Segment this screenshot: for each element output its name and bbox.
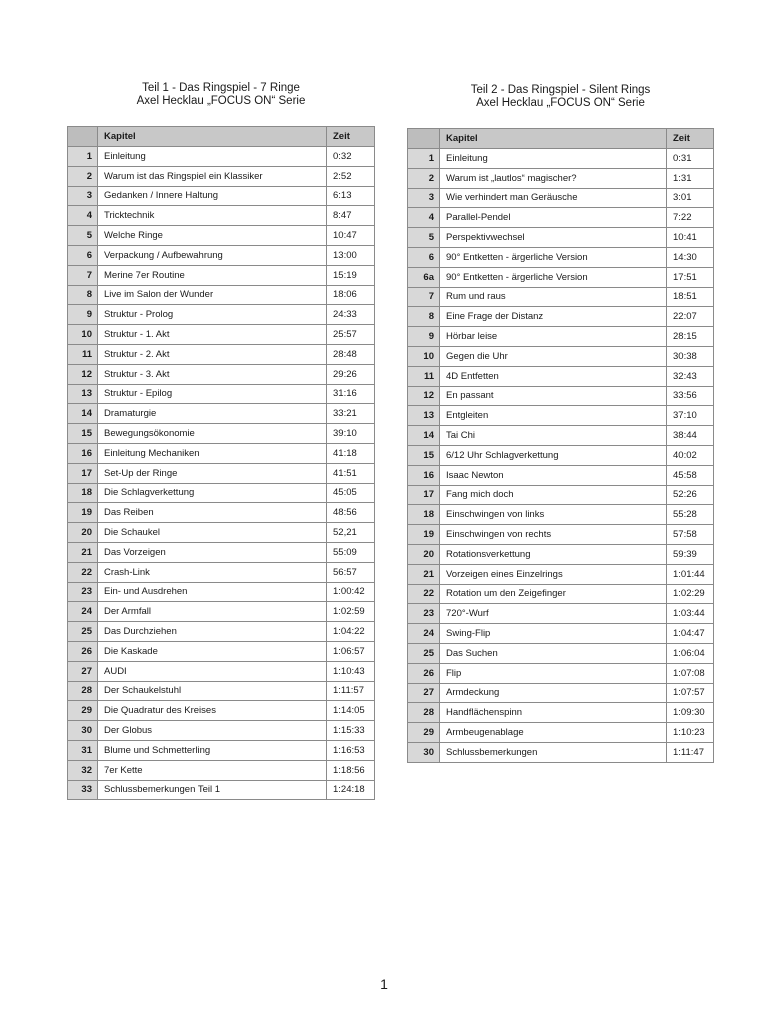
chapter-number: 16: [68, 443, 98, 463]
chapter-time: 13:00: [327, 245, 375, 265]
chapter-time: 1:11:57: [327, 681, 375, 701]
part1-section: [67, 82, 375, 800]
chapter-number: 23: [68, 582, 98, 602]
chapter-title: 90° Entketten - ärgerliche Version: [440, 267, 667, 287]
chapter-time: 1:31: [667, 168, 714, 188]
chapter-title: Welche Ringe: [98, 226, 327, 246]
chapter-title: Rotationsverkettung: [440, 544, 667, 564]
chapter-time: 1:02:59: [327, 602, 375, 622]
chapter-time: 1:04:22: [327, 622, 375, 642]
chapter-title: Crash-Link: [98, 562, 327, 582]
chapter-time: 17:51: [667, 267, 714, 287]
table-row: [408, 742, 714, 762]
chapter-time: 52,21: [327, 523, 375, 543]
chapter-number: 2: [68, 166, 98, 186]
chapter-number: 9: [408, 327, 440, 347]
chapter-time: 8:47: [327, 206, 375, 226]
chapter-time: 0:32: [327, 147, 375, 167]
chapter-title: Tricktechnik: [98, 206, 327, 226]
table-row: [68, 622, 375, 642]
chapter-time: 1:07:08: [667, 663, 714, 683]
table-row: [68, 562, 375, 582]
chapter-number: 27: [68, 661, 98, 681]
table-row: [408, 624, 714, 644]
chapter-number: 19: [68, 503, 98, 523]
chapter-number: 1: [68, 147, 98, 167]
chapter-time: 1:09:30: [667, 703, 714, 723]
chapter-title: Blume und Schmetterling: [98, 740, 327, 760]
header-nr: [408, 129, 440, 149]
table-row: [68, 780, 375, 800]
chapter-title: Die Kaskade: [98, 641, 327, 661]
chapter-title: Schlussbemerkungen: [440, 742, 667, 762]
chapter-number: 22: [408, 584, 440, 604]
chapter-title: Das Reiben: [98, 503, 327, 523]
chapter-number: 10: [68, 325, 98, 345]
chapter-time: 55:09: [327, 542, 375, 562]
table-header-row: [408, 129, 714, 149]
chapter-number: 28: [408, 703, 440, 723]
table-row: [68, 740, 375, 760]
chapter-title: 720°-Wurf: [440, 604, 667, 624]
table-row: [408, 465, 714, 485]
chapter-title: Isaac Newton: [440, 465, 667, 485]
chapter-time: 1:18:56: [327, 760, 375, 780]
table-row: [408, 208, 714, 228]
chapter-number: 32: [68, 760, 98, 780]
chapter-number: 29: [68, 701, 98, 721]
chapter-number: 2: [408, 168, 440, 188]
chapter-time: 38:44: [667, 426, 714, 446]
table-row: [68, 443, 375, 463]
chapter-title: Rum und raus: [440, 287, 667, 307]
table-row: [408, 703, 714, 723]
chapter-number: 25: [68, 622, 98, 642]
chapter-time: 1:02:29: [667, 584, 714, 604]
chapter-number: 30: [68, 721, 98, 741]
table-row: [68, 483, 375, 503]
chapter-number: 21: [408, 564, 440, 584]
chapter-time: 39:10: [327, 424, 375, 444]
chapter-number: 5: [408, 228, 440, 248]
chapter-number: 5: [68, 226, 98, 246]
table-row: [68, 147, 375, 167]
chapter-number: 16: [408, 465, 440, 485]
chapter-time: 45:05: [327, 483, 375, 503]
chapter-time: 1:11:47: [667, 742, 714, 762]
chapter-number: 25: [408, 643, 440, 663]
chapter-title: Flip: [440, 663, 667, 683]
table-row: [408, 445, 714, 465]
part2-section: [407, 84, 714, 763]
chapter-number: 7: [68, 265, 98, 285]
part1-subtitle: Axel Hecklau „FOCUS ON“ Serie: [136, 95, 306, 107]
chapter-number: 10: [408, 346, 440, 366]
table-row: [408, 723, 714, 743]
chapter-title: Entgleiten: [440, 406, 667, 426]
chapter-time: 15:19: [327, 265, 375, 285]
chapter-number: 33: [68, 780, 98, 800]
chapter-title: Hörbar leise: [440, 327, 667, 347]
chapter-number: 28: [68, 681, 98, 701]
chapter-title: Wie verhindert man Geräusche: [440, 188, 667, 208]
chapter-time: 1:24:18: [327, 780, 375, 800]
chapter-title: Das Durchziehen: [98, 622, 327, 642]
chapter-number: 13: [408, 406, 440, 426]
chapter-title: Gedanken / Innere Haltung: [98, 186, 327, 206]
table-row: [408, 564, 714, 584]
chapter-time: 45:58: [667, 465, 714, 485]
chapter-number: 21: [68, 542, 98, 562]
table-row: [408, 485, 714, 505]
table-row: [408, 663, 714, 683]
chapter-title: Das Suchen: [440, 643, 667, 663]
chapter-time: 6:13: [327, 186, 375, 206]
chapter-time: 52:26: [667, 485, 714, 505]
chapter-number: 14: [408, 426, 440, 446]
table-row: [408, 406, 714, 426]
chapter-time: 7:22: [667, 208, 714, 228]
chapter-time: 25:57: [327, 325, 375, 345]
chapter-title: Der Globus: [98, 721, 327, 741]
chapter-title: Ein- und Ausdrehen: [98, 582, 327, 602]
table-row: [408, 267, 714, 287]
table-row: [408, 505, 714, 525]
chapter-title: Bewegungsökonomie: [98, 424, 327, 444]
table-row: [68, 206, 375, 226]
table-row: [68, 245, 375, 265]
chapter-number: 8: [408, 307, 440, 327]
header-kapitel: Kapitel: [98, 127, 327, 147]
chapter-time: 1:06:04: [667, 643, 714, 663]
chapter-time: 0:31: [667, 149, 714, 169]
table-row: [68, 721, 375, 741]
chapter-title: 7er Kette: [98, 760, 327, 780]
chapter-title: Die Quadratur des Kreises: [98, 701, 327, 721]
chapter-title: Einschwingen von rechts: [440, 525, 667, 545]
chapter-number: 22: [68, 562, 98, 582]
chapter-title: Schlussbemerkungen Teil 1: [98, 780, 327, 800]
part1-chapter-table: [67, 126, 375, 800]
chapter-number: 18: [408, 505, 440, 525]
chapter-time: 1:14:05: [327, 701, 375, 721]
table-row: [408, 188, 714, 208]
table-row: [408, 287, 714, 307]
table-row: [68, 305, 375, 325]
table-row: [408, 604, 714, 624]
chapter-title: Warum ist das Ringspiel ein Klassiker: [98, 166, 327, 186]
chapter-time: 1:06:57: [327, 641, 375, 661]
chapter-title: Struktur - 2. Akt: [98, 344, 327, 364]
chapter-time: 24:33: [327, 305, 375, 325]
chapter-title: Fang mich doch: [440, 485, 667, 505]
chapter-title: Eine Frage der Distanz: [440, 307, 667, 327]
chapter-title: Struktur - Prolog: [98, 305, 327, 325]
table-row: [68, 661, 375, 681]
chapter-number: 6: [408, 247, 440, 267]
chapter-time: 32:43: [667, 366, 714, 386]
chapter-title: Handflächenspinn: [440, 703, 667, 723]
header-zeit: Zeit: [327, 127, 375, 147]
header-kapitel: Kapitel: [440, 129, 667, 149]
chapter-time: 22:07: [667, 307, 714, 327]
header-nr: [68, 127, 98, 147]
table-row: [68, 285, 375, 305]
chapter-time: 56:57: [327, 562, 375, 582]
chapter-number: 9: [68, 305, 98, 325]
chapter-time: 1:16:53: [327, 740, 375, 760]
chapter-time: 1:15:33: [327, 721, 375, 741]
chapter-number: 6a: [408, 267, 440, 287]
chapter-number: 24: [68, 602, 98, 622]
header-zeit: Zeit: [667, 129, 714, 149]
chapter-number: 19: [408, 525, 440, 545]
chapter-title: Perspektivwechsel: [440, 228, 667, 248]
table-row: [68, 582, 375, 602]
table-row: [68, 602, 375, 622]
table-row: [408, 327, 714, 347]
table-row: [408, 544, 714, 564]
chapter-number: 15: [68, 424, 98, 444]
chapter-title: Der Armfall: [98, 602, 327, 622]
chapter-time: 59:39: [667, 544, 714, 564]
chapter-number: 3: [408, 188, 440, 208]
chapter-number: 6: [68, 245, 98, 265]
chapter-title: Einschwingen von links: [440, 505, 667, 525]
chapter-number: 17: [408, 485, 440, 505]
chapter-number: 26: [68, 641, 98, 661]
chapter-time: 10:41: [667, 228, 714, 248]
chapter-title: Swing-Flip: [440, 624, 667, 644]
chapter-number: 13: [68, 384, 98, 404]
chapter-time: 14:30: [667, 247, 714, 267]
chapter-time: 41:51: [327, 463, 375, 483]
chapter-time: 31:16: [327, 384, 375, 404]
chapter-title: Armdeckung: [440, 683, 667, 703]
table-row: [68, 186, 375, 206]
chapter-number: 3: [68, 186, 98, 206]
chapter-time: 41:18: [327, 443, 375, 463]
chapter-title: Parallel-Pendel: [440, 208, 667, 228]
chapter-number: 8: [68, 285, 98, 305]
part1-title: Teil 1 - Das Ringspiel - 7 Ringe: [142, 82, 300, 94]
chapter-time: 1:00:42: [327, 582, 375, 602]
chapter-title: Die Schaukel: [98, 523, 327, 543]
table-row: [408, 366, 714, 386]
chapter-time: 48:56: [327, 503, 375, 523]
table-row: [68, 542, 375, 562]
chapter-title: Vorzeigen eines Einzelrings: [440, 564, 667, 584]
chapter-title: Armbeugenablage: [440, 723, 667, 743]
chapter-number: 23: [408, 604, 440, 624]
chapter-title: Warum ist „lautlos“ magischer?: [440, 168, 667, 188]
chapter-title: Struktur - 1. Akt: [98, 325, 327, 345]
table-row: [408, 307, 714, 327]
chapter-number: 29: [408, 723, 440, 743]
table-row: [68, 523, 375, 543]
chapter-title: AUDI: [98, 661, 327, 681]
part1-table-body: [68, 147, 375, 800]
chapter-number: 24: [408, 624, 440, 644]
part2-chapter-table: [407, 128, 714, 763]
chapter-number: 20: [408, 544, 440, 564]
table-row: [408, 228, 714, 248]
chapter-time: 37:10: [667, 406, 714, 426]
chapter-time: 29:26: [327, 364, 375, 384]
chapter-time: 1:04:47: [667, 624, 714, 644]
chapter-time: 28:48: [327, 344, 375, 364]
table-row: [68, 424, 375, 444]
chapter-time: 55:28: [667, 505, 714, 525]
table-row: [408, 643, 714, 663]
chapter-title: Einleitung: [98, 147, 327, 167]
chapter-time: 3:01: [667, 188, 714, 208]
chapter-time: 33:56: [667, 386, 714, 406]
chapter-time: 1:03:44: [667, 604, 714, 624]
table-row: [68, 364, 375, 384]
table-row: [68, 344, 375, 364]
table-row: [68, 226, 375, 246]
chapter-title: Die Schlagverkettung: [98, 483, 327, 503]
chapter-time: 40:02: [667, 445, 714, 465]
chapter-number: 20: [68, 523, 98, 543]
chapter-title: 90° Entketten - ärgerliche Version: [440, 247, 667, 267]
chapter-title: Struktur - 3. Akt: [98, 364, 327, 384]
part2-heading: [407, 84, 714, 110]
part2-title: Teil 2 - Das Ringspiel - Silent Rings: [470, 84, 651, 96]
table-row: [68, 760, 375, 780]
chapter-title: 4D Entfetten: [440, 366, 667, 386]
table-row: [408, 247, 714, 267]
chapter-title: En passant: [440, 386, 667, 406]
chapter-title: Einleitung: [440, 149, 667, 169]
chapter-time: 33:21: [327, 404, 375, 424]
part2-subtitle: Axel Hecklau „FOCUS ON“ Serie: [476, 97, 645, 109]
table-row: [68, 384, 375, 404]
table-row: [408, 168, 714, 188]
chapter-title: Einleitung Mechaniken: [98, 443, 327, 463]
chapter-title: Set-Up der Ringe: [98, 463, 327, 483]
table-row: [408, 386, 714, 406]
chapter-time: 30:38: [667, 346, 714, 366]
chapter-title: Merine 7er Routine: [98, 265, 327, 285]
chapter-title: Struktur - Epilog: [98, 384, 327, 404]
chapter-time: 18:51: [667, 287, 714, 307]
table-row: [68, 325, 375, 345]
chapter-number: 4: [68, 206, 98, 226]
chapter-number: 15: [408, 445, 440, 465]
table-row: [68, 404, 375, 424]
chapter-time: 10:47: [327, 226, 375, 246]
chapter-time: 18:06: [327, 285, 375, 305]
chapter-number: 18: [68, 483, 98, 503]
table-row: [68, 701, 375, 721]
chapter-number: 11: [408, 366, 440, 386]
chapter-title: Der Schaukelstuhl: [98, 681, 327, 701]
chapter-number: 27: [408, 683, 440, 703]
table-row: [68, 503, 375, 523]
table-row: [408, 683, 714, 703]
table-row: [408, 525, 714, 545]
chapter-time: 1:10:43: [327, 661, 375, 681]
table-row: [68, 681, 375, 701]
chapter-number: 17: [68, 463, 98, 483]
table-row: [408, 584, 714, 604]
chapter-number: 7: [408, 287, 440, 307]
chapter-time: 57:58: [667, 525, 714, 545]
table-row: [408, 346, 714, 366]
chapter-time: 1:10:23: [667, 723, 714, 743]
chapter-number: 1: [408, 149, 440, 169]
chapter-title: Rotation um den Zeigefinger: [440, 584, 667, 604]
chapter-number: 12: [408, 386, 440, 406]
chapter-number: 30: [408, 742, 440, 762]
chapter-time: 1:01:44: [667, 564, 714, 584]
table-row: [68, 641, 375, 661]
table-header-row: [68, 127, 375, 147]
chapter-time: 2:52: [327, 166, 375, 186]
chapter-number: 12: [68, 364, 98, 384]
chapter-number: 14: [68, 404, 98, 424]
page-number: 1: [380, 976, 388, 992]
chapter-number: 11: [68, 344, 98, 364]
part1-heading: [67, 82, 375, 108]
chapter-number: 31: [68, 740, 98, 760]
table-row: [68, 463, 375, 483]
chapter-time: 28:15: [667, 327, 714, 347]
chapter-number: 26: [408, 663, 440, 683]
table-row: [408, 426, 714, 446]
chapter-title: 6/12 Uhr Schlagverkettung: [440, 445, 667, 465]
chapter-number: 4: [408, 208, 440, 228]
chapter-time: 1:07:57: [667, 683, 714, 703]
chapter-title: Verpackung / Aufbewahrung: [98, 245, 327, 265]
table-row: [408, 149, 714, 169]
part2-table-body: [408, 149, 714, 763]
chapter-title: Live im Salon der Wunder: [98, 285, 327, 305]
chapter-title: Tai Chi: [440, 426, 667, 446]
chapter-title: Gegen die Uhr: [440, 346, 667, 366]
table-row: [68, 265, 375, 285]
table-row: [68, 166, 375, 186]
chapter-title: Dramaturgie: [98, 404, 327, 424]
chapter-title: Das Vorzeigen: [98, 542, 327, 562]
